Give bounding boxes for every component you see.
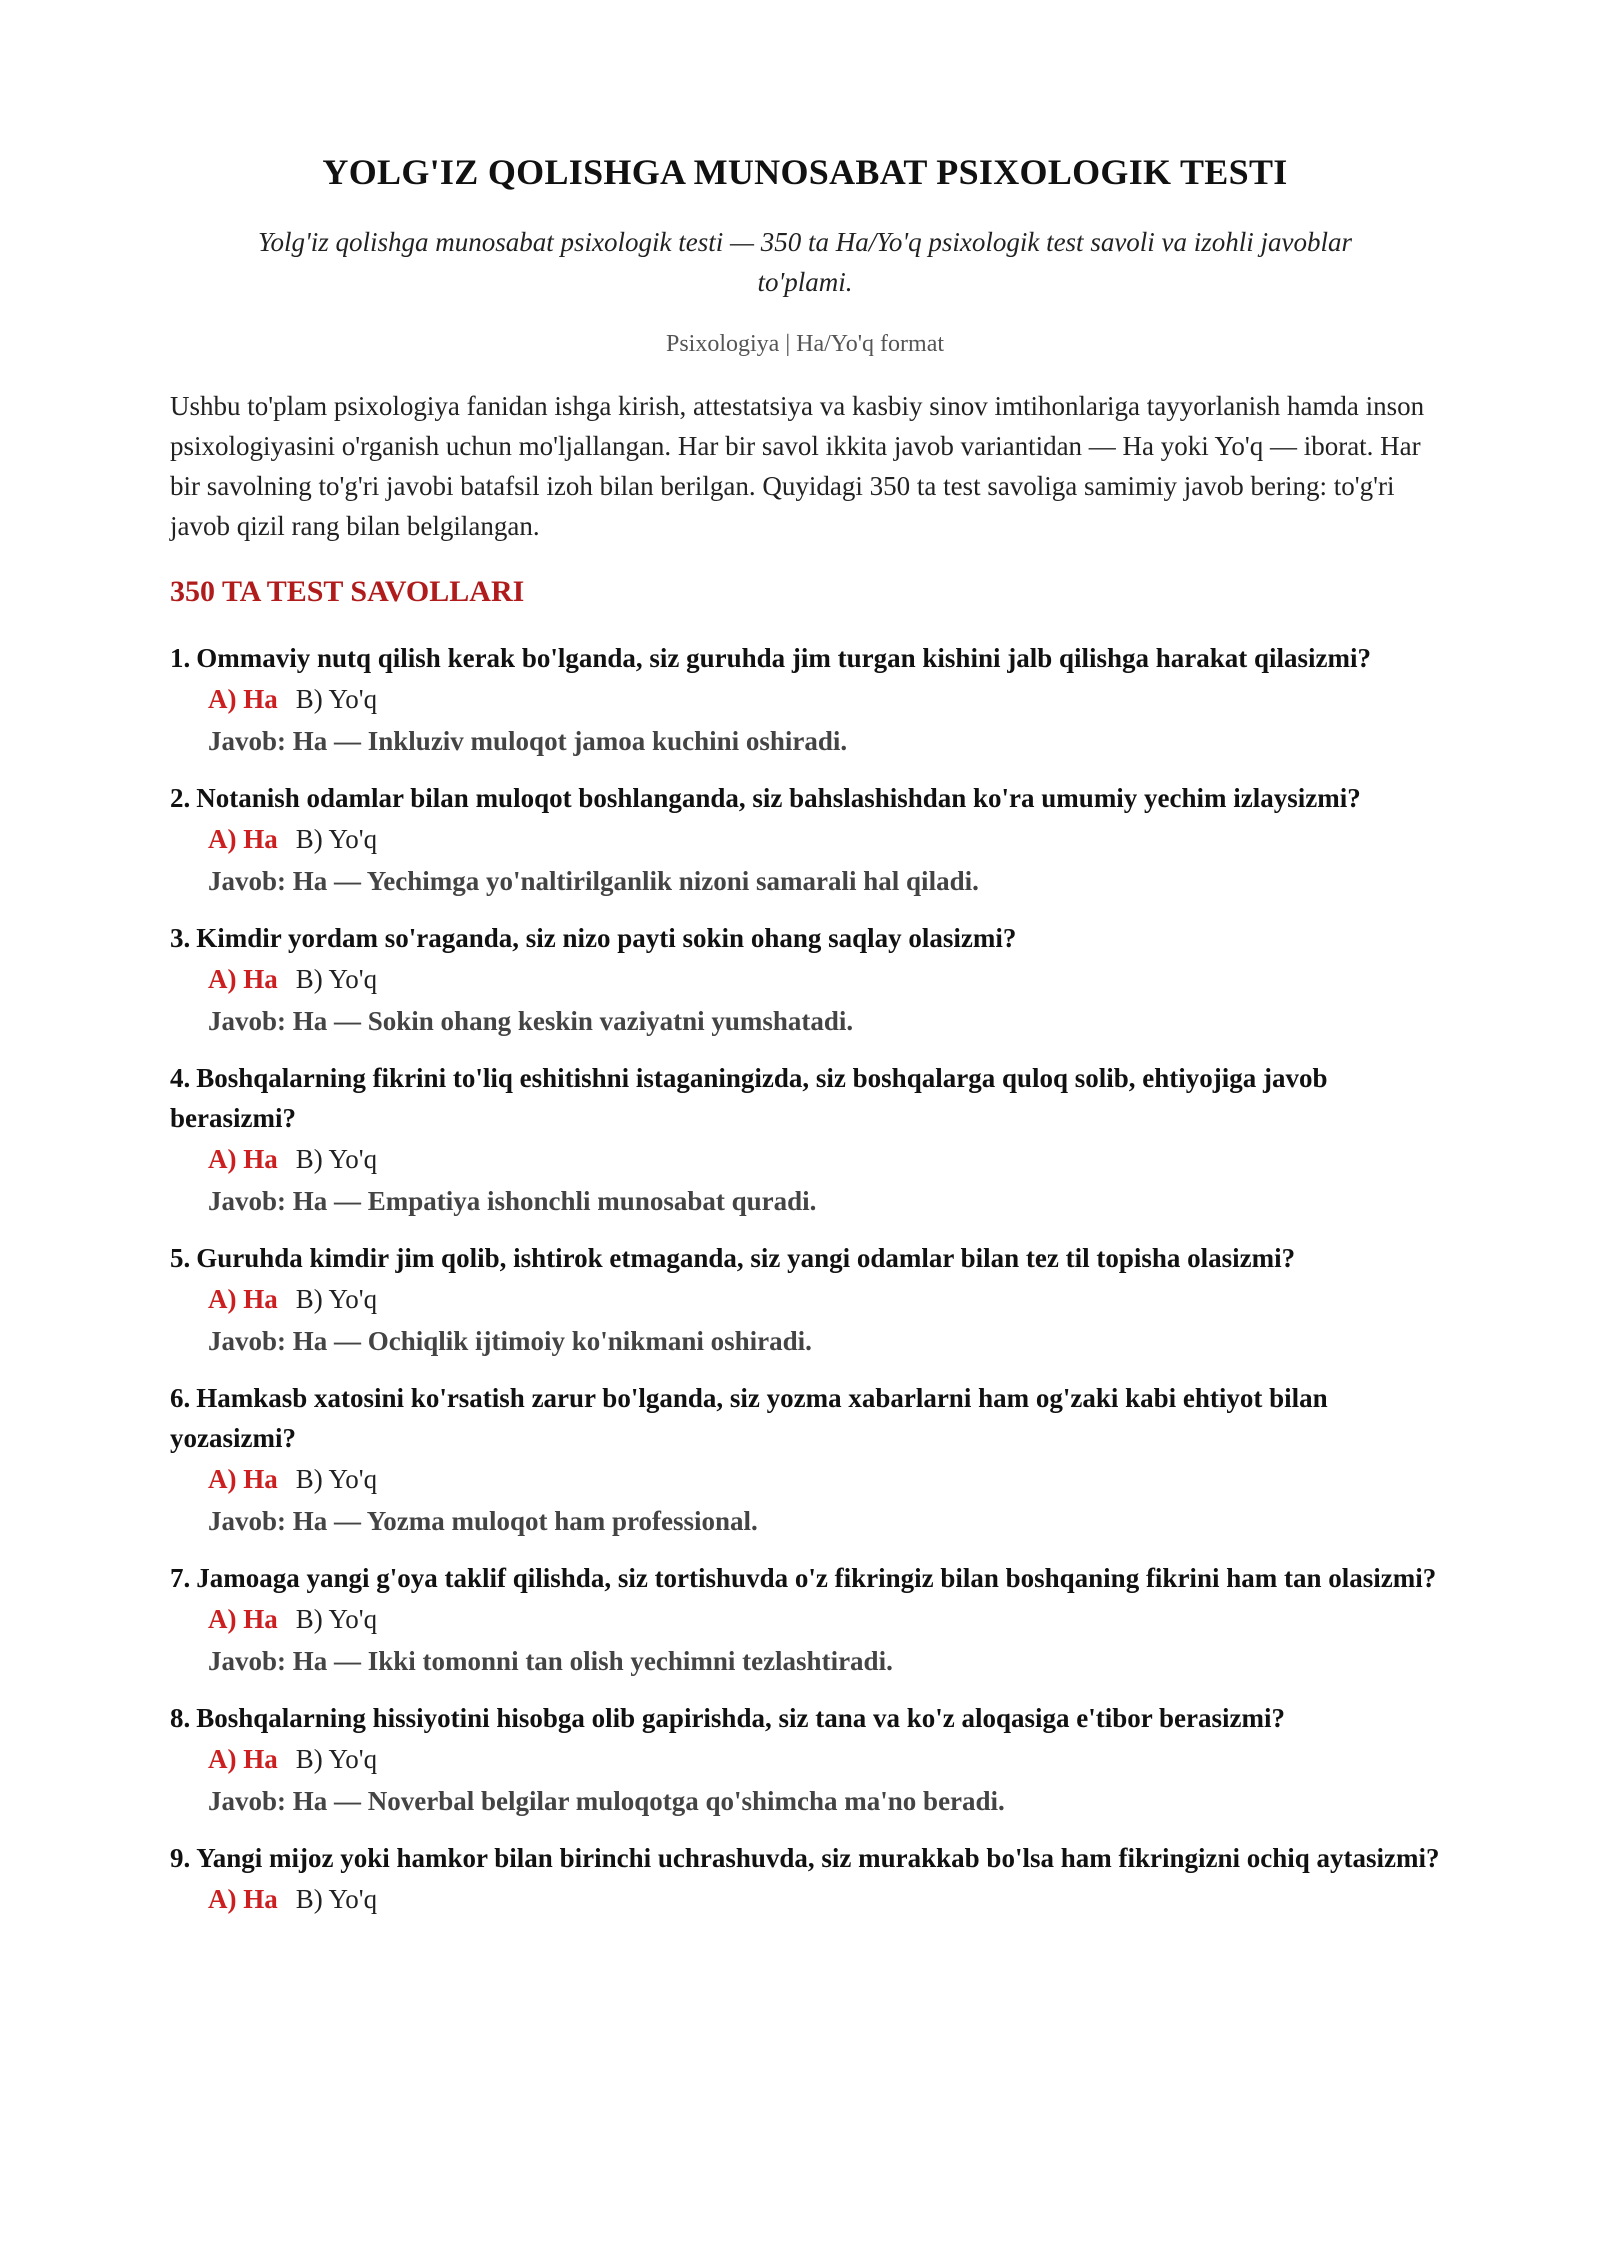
question-item <box>170 1838 1440 1920</box>
option-b[interactable]: B) Yo'q <box>295 824 378 854</box>
answer-options <box>170 958 1440 1000</box>
question-body: Guruhda kimdir jim qolib, ishtirok etmaganda, siz yangi odamlar bilan tez til topisha olasizmi? <box>196 1243 1296 1273</box>
question-text <box>170 1058 1440 1138</box>
option-a[interactable]: A) Ha <box>208 1144 278 1174</box>
question-text <box>170 638 1440 678</box>
option-b[interactable]: B) Yo'q <box>295 1464 378 1494</box>
question-item <box>170 1058 1440 1222</box>
question-body: Notanish odamlar bilan muloqot boshlanganda, siz bahslashishdan ko'ra umumiy yechim izlaysizmi? <box>196 783 1361 813</box>
answer-options <box>170 1738 1440 1780</box>
question-body: Jamoaga yangi g'oya taklif qilishda, siz tortishuvda o'z fikringiz bilan boshqaning fikrini ham tan olasizmi? <box>196 1563 1437 1593</box>
option-a[interactable]: A) Ha <box>208 1884 278 1914</box>
option-b[interactable]: B) Yo'q <box>295 1284 378 1314</box>
question-item <box>170 1558 1440 1682</box>
question-text <box>170 1238 1440 1278</box>
answer-options <box>170 678 1440 720</box>
question-text <box>170 1558 1440 1598</box>
option-b[interactable]: B) Yo'q <box>295 1744 378 1774</box>
question-number: 6. <box>170 1383 191 1413</box>
question-number: 8. <box>170 1703 191 1733</box>
answer-explanation: Javob: Ha — Ochiqlik ijtimoiy ko'nikmani oshiradi. <box>208 1326 812 1356</box>
question-text <box>170 1378 1440 1458</box>
answer-explanation: Javob: Ha — Yozma muloqot ham professional. <box>208 1506 758 1536</box>
question-number: 3. <box>170 923 191 953</box>
question-text <box>170 778 1440 818</box>
option-b[interactable]: B) Yo'q <box>295 684 378 714</box>
answer-options <box>170 1138 1440 1180</box>
question-list <box>170 638 1440 1920</box>
question-text <box>170 1698 1440 1738</box>
option-b[interactable]: B) Yo'q <box>295 1604 378 1634</box>
question-text <box>170 1838 1440 1878</box>
intro-paragraph: Ushbu to'plam psixologiya fanidan ishga kirish, attestatsiya va kasbiy sinov imtihonlariga tayyorlanish hamda inson psixologiyasini o'rganish uchun mo'ljallangan. Har bir savol ikkita javob variantidan — Ha yoki Yo'q — iborat. Har bir savolning to'g'ri javobi batafsil izoh bilan berilgan. Quyidagi 350 ta test savoliga samimiy javob bering: to'g'ri javob qizil rang bilan belgilangan. <box>170 391 1425 541</box>
question-text <box>170 918 1440 958</box>
option-a[interactable]: A) Ha <box>208 1604 278 1634</box>
option-a[interactable]: A) Ha <box>208 1284 278 1314</box>
document-page <box>170 150 1440 1936</box>
answer-explanation: Javob: Ha — Inkluziv muloqot jamoa kuchini oshiradi. <box>208 726 848 756</box>
question-number: 9. <box>170 1843 191 1873</box>
option-a[interactable]: A) Ha <box>208 964 278 994</box>
option-b[interactable]: B) Yo'q <box>295 1884 378 1914</box>
question-number: 2. <box>170 783 191 813</box>
question-body: Boshqalarning hissiyotini hisobga olib gapirishda, siz tana va ko'z aloqasiga e'tibor berasizmi? <box>196 1703 1285 1733</box>
answer-explanation: Javob: Ha — Yechimga yo'naltirilganlik nizoni samarali hal qiladi. <box>208 866 979 896</box>
option-b[interactable]: B) Yo'q <box>295 1144 378 1174</box>
question-body: Hamkasb xatosini ko'rsatish zarur bo'lganda, siz yozma xabarlarni ham og'zaki kabi ehtiyot bilan yozasizmi? <box>170 1383 1328 1453</box>
answer-explanation: Javob: Ha — Empatiya ishonchli munosabat quradi. <box>208 1186 817 1216</box>
option-a[interactable]: A) Ha <box>208 684 278 714</box>
category-meta: Psixologiya | Ha/Yo'q format <box>665 331 945 357</box>
question-number: 5. <box>170 1243 191 1273</box>
question-body: Boshqalarning fikrini to'liq eshitishni istaganingizda, siz boshqalarga quloq solib, ehtiyojiga javob berasizmi? <box>170 1063 1328 1133</box>
answer-options <box>170 818 1440 860</box>
answer-options <box>170 1598 1440 1640</box>
answer-explanation: Javob: Ha — Sokin ohang keskin vaziyatni yumshatadi. <box>208 1006 854 1036</box>
question-body: Yangi mijoz yoki hamkor bilan birinchi uchrashuvda, siz murakkab bo'lsa ham fikringizni ochiq aytasizmi? <box>196 1843 1440 1873</box>
question-number: 1. <box>170 643 191 673</box>
answer-explanation: Javob: Ha — Ikki tomonni tan olish yechimni tezlashtiradi. <box>208 1646 893 1676</box>
answer-options <box>170 1458 1440 1500</box>
option-a[interactable]: A) Ha <box>208 824 278 854</box>
page-subtitle: Yolg'iz qolishga munosabat psixologik testi — 350 ta Ha/Yo'q psixologik test savoli va izohli javoblar to'plami. <box>257 227 1353 297</box>
option-a[interactable]: A) Ha <box>208 1744 278 1774</box>
question-item <box>170 1378 1440 1542</box>
option-a[interactable]: A) Ha <box>208 1464 278 1494</box>
question-item <box>170 1238 1440 1362</box>
section-heading: 350 TA TEST SAVOLLARI <box>170 575 525 608</box>
question-item <box>170 1698 1440 1822</box>
question-item <box>170 778 1440 902</box>
page-title: YOLG'IZ QOLISHGA MUNOSABAT PSIXOLOGIK TESTI <box>322 152 1288 192</box>
question-item <box>170 918 1440 1042</box>
answer-explanation: Javob: Ha — Noverbal belgilar muloqotga qo'shimcha ma'no beradi. <box>208 1786 1005 1816</box>
question-number: 7. <box>170 1563 191 1593</box>
answer-options <box>170 1878 1440 1920</box>
answer-options <box>170 1278 1440 1320</box>
question-item <box>170 638 1440 762</box>
question-body: Ommaviy nutq qilish kerak bo'lganda, siz guruhda jim turgan kishini jalb qilishga harakat qilasizmi? <box>196 643 1372 673</box>
option-b[interactable]: B) Yo'q <box>295 964 378 994</box>
question-number: 4. <box>170 1063 191 1093</box>
question-body: Kimdir yordam so'raganda, siz nizo payti sokin ohang saqlay olasizmi? <box>196 923 1017 953</box>
